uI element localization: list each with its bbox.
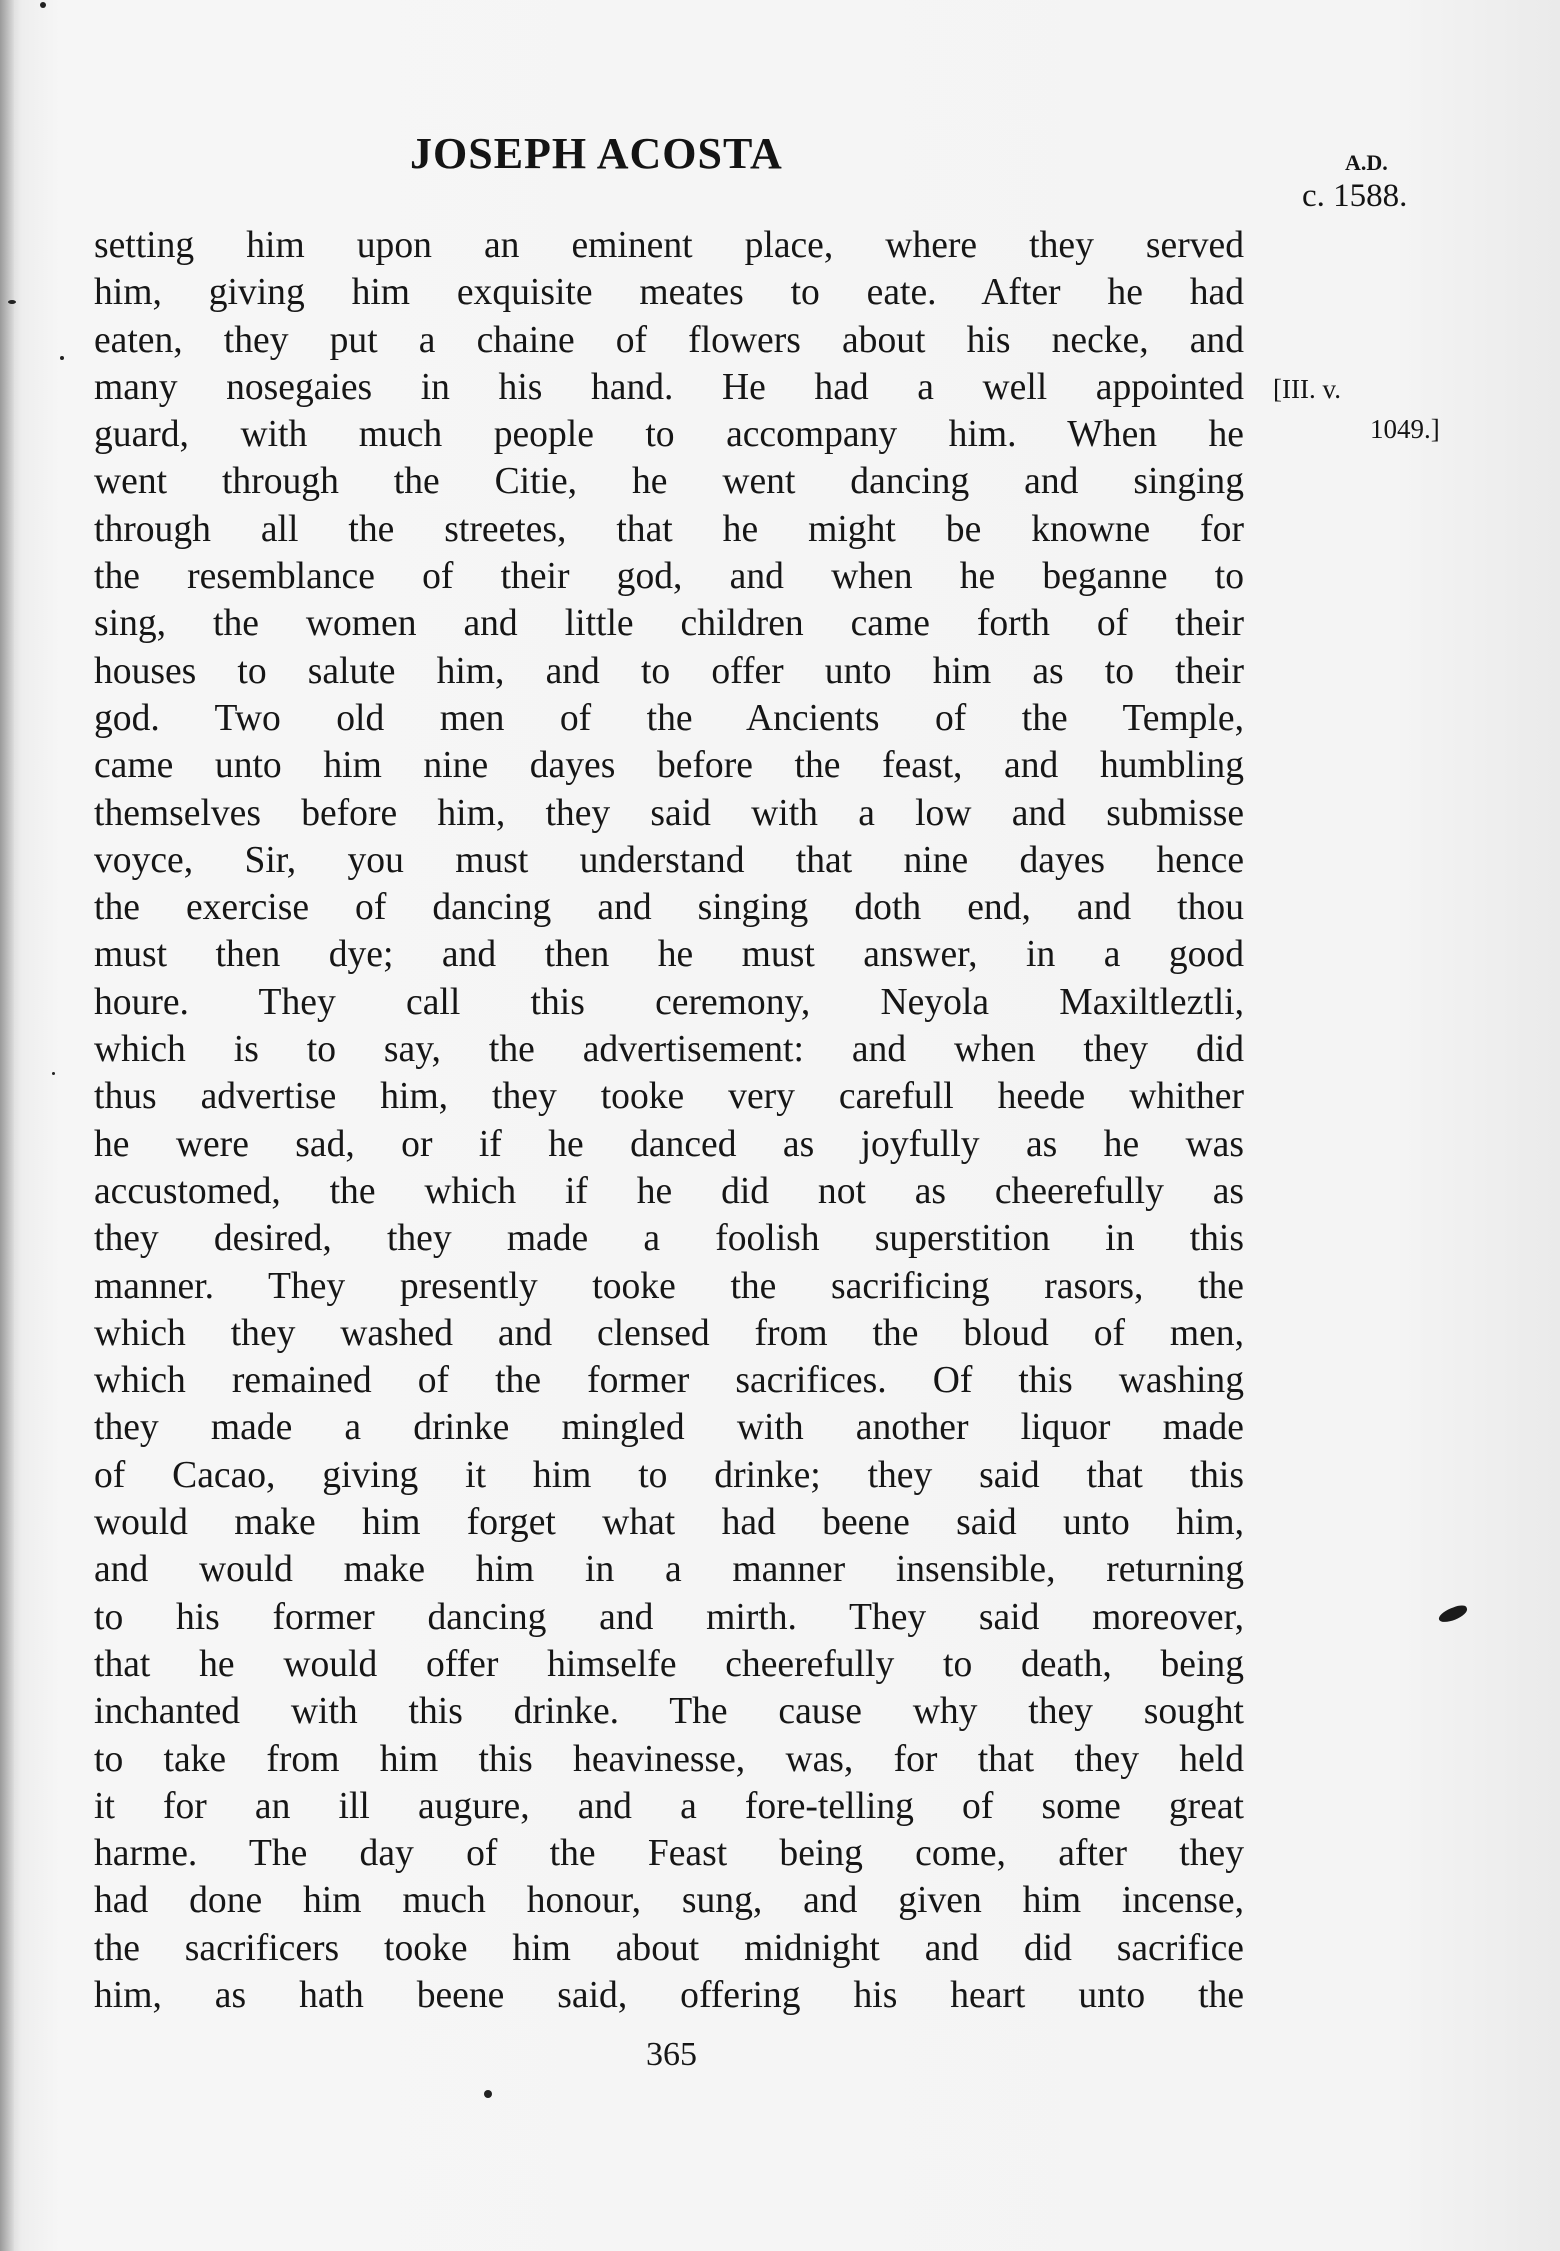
text-line: came unto him nine dayes before the feast, and humbling [94, 745, 1244, 787]
text-line: of Cacao, giving it him to drinke; they said that this [94, 1454, 1244, 1496]
text-line: voyce, Sir, you must understand that nine dayes hence [94, 839, 1244, 881]
text-line: they desired, they made a foolish superstition in this [94, 1218, 1244, 1260]
text-line: him, giving him exquisite meates to eate. After he had [94, 272, 1244, 314]
spine-shadow [0, 0, 14, 2251]
text-line: that he would offer himselfe cheerefully to death, being [94, 1643, 1244, 1685]
ink-speck [484, 2090, 492, 2098]
text-line: eaten, they put a chaine of flowers about his necke, and [94, 319, 1244, 361]
margin-reference-volume: [III. v. [1273, 374, 1341, 404]
text-line: houses to salute him, and to offer unto him as to their [94, 650, 1244, 692]
text-line: houre. They call this ceremony, Neyola Maxiltleztli, [94, 981, 1244, 1023]
text-line: the sacrificers tooke him about midnight and did sacrifice [94, 1927, 1244, 1969]
running-title: JOSEPH ACOSTA [410, 129, 783, 178]
text-line: and would make him in a manner insensible, returning [94, 1549, 1244, 1591]
ink-speck [8, 300, 16, 304]
text-line: him, as hath beene said, offering his heart unto the [94, 1974, 1244, 2016]
text-line: they made a drinke mingled with another liquor made [94, 1407, 1244, 1449]
text-line: it for an ill augure, and a fore-telling of some great [94, 1785, 1244, 1827]
text-line: accustomed, the which if he did not as cheerefully as [94, 1170, 1244, 1212]
text-line: which is to say, the advertisement: and when they did [94, 1029, 1244, 1071]
text-line: had done him much honour, sung, and given him incense, [94, 1880, 1244, 1922]
text-line: harme. The day of the Feast being come, after they [94, 1833, 1244, 1875]
ink-speck [40, 2, 46, 8]
text-line: god. Two old men of the Ancients of the Temple, [94, 697, 1244, 739]
text-line: the exercise of dancing and singing doth end, and thou [94, 887, 1244, 929]
text-line: which remained of the former sacrifices. Of this washing [94, 1360, 1244, 1402]
text-line: guard, with much people to accompany him. When he [94, 414, 1244, 456]
date-value: c. 1588. [1302, 178, 1408, 214]
text-line: manner. They presently tooke the sacrificing rasors, the [94, 1265, 1244, 1307]
page-number: 365 [646, 2036, 697, 2073]
text-line: the resemblance of their god, and when he beganne to [94, 556, 1244, 598]
text-line: many nosegaies in his hand. He had a well appointed [94, 366, 1244, 408]
text-line: to his former dancing and mirth. They said moreover, [94, 1596, 1244, 1638]
text-line: sing, the women and little children came forth of their [94, 603, 1244, 645]
text-line: must then dye; and then he must answer, in a good [94, 934, 1244, 976]
ink-mark [1437, 1603, 1469, 1625]
text-line: through all the streetes, that he might be knowne for [94, 508, 1244, 550]
text-line: would make him forget what had beene said unto him, [94, 1502, 1244, 1544]
text-line: went through the Citie, he went dancing and singing [94, 461, 1244, 503]
text-line: themselves before him, they said with a low and submisse [94, 792, 1244, 834]
text-line: to take from him this heavinesse, was, for that they held [94, 1738, 1244, 1780]
text-line: setting him upon an eminent place, where they served [94, 225, 1244, 266]
ink-speck [52, 1072, 55, 1075]
text-line: inchanted with this drinke. The cause why they sought [94, 1691, 1244, 1733]
text-line: he were sad, or if he danced as joyfully as he was [94, 1123, 1244, 1165]
text-line: which they washed and clensed from the bloud of men, [94, 1312, 1244, 1354]
body-text [94, 222, 1244, 2019]
ink-speck [60, 356, 64, 360]
date-label: A.D. [1345, 150, 1388, 175]
text-line: thus advertise him, they tooke very carefull heede whither [94, 1076, 1244, 1118]
margin-reference-page: 1049.] [1370, 414, 1440, 444]
